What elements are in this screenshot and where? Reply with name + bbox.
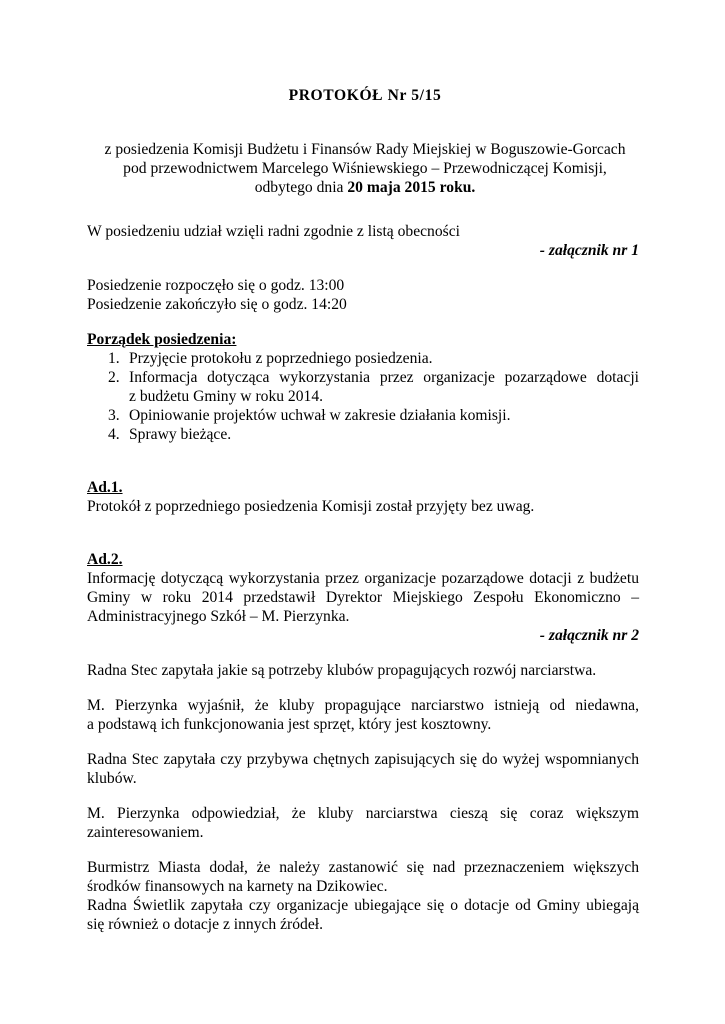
attachment-1-label: - załącznik nr 1	[539, 242, 639, 259]
ad2-para1-line2: Gminy w roku 2014 przedstawił Dyrektor Miejskiego Zespołu Ekonomiczno –	[87, 589, 639, 606]
subtitle-line-1: z posiedzenia Komisji Budżetu i Finansów Rady Miejskiej w Boguszowie-Gorcach	[104, 141, 626, 158]
start-time: Posiedzenie rozpoczęło się o godz. 13:00	[87, 277, 345, 294]
ad2-para5-line2: zainteresowaniem.	[87, 824, 204, 841]
subtitle-line-3	[60, 178, 670, 197]
ad2-para2: Radna Stec zapytała jakie są potrzeby klubów propagujących rozwój narciarstwa.	[87, 662, 597, 679]
agenda-item-number: 4.	[108, 426, 120, 443]
agenda-item-text: Opiniowanie projektów uchwał w zakresie działania komisji.	[129, 407, 511, 424]
ad1-text: Protokół z poprzedniego posiedzenia Komisji został przyjęty bez uwag.	[87, 498, 535, 515]
ad2-para6-line2: środków finansowych na karnety na Dzikowiec.	[87, 878, 388, 895]
agenda-item-number: 2.	[108, 369, 120, 386]
agenda-item-text: Informacja dotycząca wykorzystania przez organizacje pozarządowe dotacji	[129, 369, 639, 386]
agenda-item-number: 1.	[108, 350, 120, 367]
agenda-item-text-line2: z budżetu Gminy w roku 2014.	[129, 388, 324, 405]
ad2-para4-line2: klubów.	[87, 770, 137, 787]
ad2-heading: Ad.2.	[87, 551, 123, 568]
ad2-para1-line3: Administracyjnego Szkół – M. Pierzynka.	[87, 608, 350, 625]
subtitle-line-2: pod przewodnictwem Marcelego Wiśniewskiego – Przewodniczącej Komisji,	[123, 160, 607, 177]
attendance-text: W posiedzeniu udział wzięli radni zgodnie z listą obecności	[87, 223, 460, 240]
ad1-heading: Ad.1.	[87, 479, 123, 496]
ad2-para3-line2: a podstawą ich funkcjonowania jest sprzęt, który jest kosztowny.	[87, 716, 492, 733]
subtitle-prefix: odbytego dnia	[254, 179, 348, 196]
ad2-para3-line1: M. Pierzynka wyjaśnił, że kluby propagujące narciarstwo istnieją od niedawna,	[87, 697, 639, 714]
agenda-item-text: Sprawy bieżące.	[129, 426, 232, 443]
ad2-para6-line1: Burmistrz Miasta dodał, że należy zastanowić się nad przeznaczeniem większych	[87, 859, 639, 876]
agenda-heading: Porządek posiedzenia:	[87, 331, 237, 348]
ad2-para5-line1: M. Pierzynka odpowiedział, że kluby narciarstwa cieszą się coraz większym	[87, 805, 639, 822]
agenda-item-number: 3.	[108, 407, 120, 424]
end-time: Posiedzenie zakończyło się o godz. 14:20	[87, 296, 347, 313]
ad2-para4-line1: Radna Stec zapytała czy przybywa chętnych zapisujących się do wyżej wspomnianych	[87, 751, 639, 768]
meeting-date: 20 maja 2015 roku.	[347, 179, 476, 196]
ad2-para7-line2: się również o dotacje z innych źródeł.	[87, 916, 323, 933]
ad2-para1-line1: Informację dotyczącą wykorzystania przez organizacje pozarządowe dotacji z budżetu	[87, 570, 639, 587]
attachment-2-label: - załącznik nr 2	[539, 627, 639, 644]
ad2-para7-line1: Radna Świetlik zapytała czy organizacje ubiegające się o dotacje od Gminy ubiegają	[87, 897, 639, 914]
document-title: PROTOKÓŁ Nr 5/15	[288, 87, 442, 104]
agenda-item-text: Przyjęcie protokołu z poprzedniego posiedzenia.	[129, 350, 433, 367]
